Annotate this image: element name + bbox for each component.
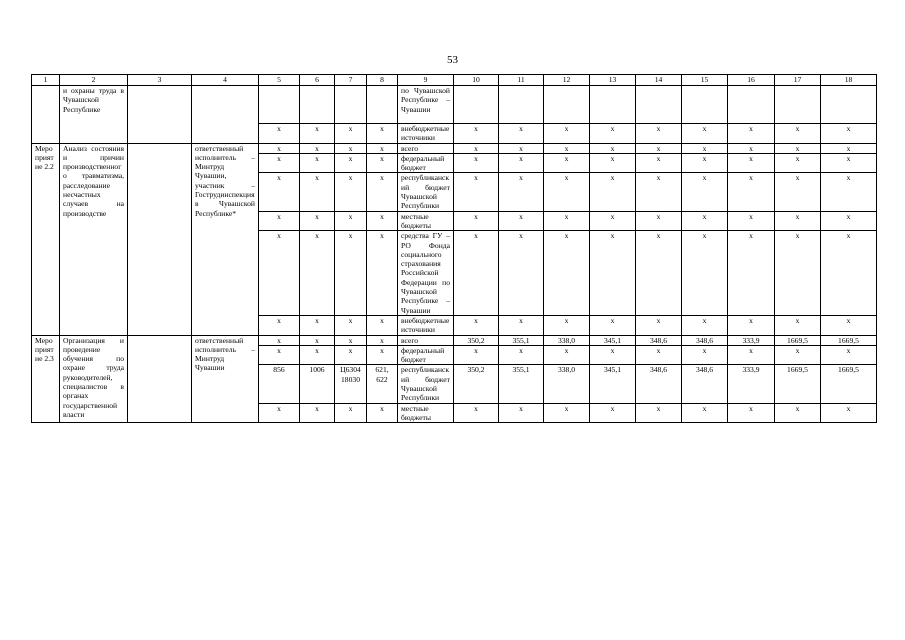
- x-cell: x: [821, 124, 877, 144]
- x-cell: x: [499, 345, 544, 365]
- column-header: 2: [60, 75, 128, 86]
- event-name: и охраны труда в Чувашской Республике: [60, 86, 128, 144]
- x-cell: x: [821, 231, 877, 316]
- column-header: 12: [544, 75, 590, 86]
- x-cell: x: [775, 345, 821, 365]
- x-cell: x: [821, 173, 877, 211]
- x-cell: x: [499, 143, 544, 153]
- x-cell: x: [300, 231, 335, 316]
- x-cell: x: [454, 231, 499, 316]
- column-header: 8: [367, 75, 398, 86]
- event-name: Анализ состояния и причин производственного травматизма, расследование несчастных случаев на производстве: [60, 143, 128, 335]
- x-cell: x: [335, 403, 367, 423]
- event-executor: ответственный исполнитель – Минтруд Чувашии, участник – Гострудинспекция в Чувашской Республике*: [192, 143, 259, 335]
- x-cell: x: [775, 403, 821, 423]
- table-row: [32, 86, 877, 124]
- amount-cell: 1669,5: [821, 335, 877, 345]
- column-header: 9: [398, 75, 454, 86]
- event-id: Мероприятие 2.3: [32, 335, 60, 423]
- x-cell: x: [636, 231, 682, 316]
- x-cell: x: [544, 403, 590, 423]
- x-cell: x: [821, 345, 877, 365]
- x-cell: x: [728, 231, 775, 316]
- x-cell: x: [367, 315, 398, 335]
- x-cell: x: [590, 211, 636, 231]
- x-cell: x: [728, 124, 775, 144]
- code-rzpr: 1006: [300, 365, 335, 403]
- funding-source: федеральный бюджет: [398, 153, 454, 173]
- x-cell: x: [259, 345, 300, 365]
- x-cell: x: [367, 153, 398, 173]
- x-cell: x: [775, 211, 821, 231]
- x-cell: x: [259, 143, 300, 153]
- x-cell: x: [590, 345, 636, 365]
- x-cell: x: [544, 211, 590, 231]
- x-cell: x: [367, 143, 398, 153]
- x-cell: x: [544, 153, 590, 173]
- header-row: [32, 75, 877, 86]
- x-cell: x: [636, 153, 682, 173]
- x-cell: x: [636, 315, 682, 335]
- x-cell: x: [821, 403, 877, 423]
- x-cell: x: [454, 403, 499, 423]
- amount-cell: 348,6: [682, 365, 728, 403]
- x-cell: x: [499, 173, 544, 211]
- x-cell: x: [367, 231, 398, 316]
- x-cell: x: [682, 173, 728, 211]
- x-cell: x: [454, 315, 499, 335]
- x-cell: x: [300, 211, 335, 231]
- amount-cell: 355,1: [499, 335, 544, 345]
- x-cell: x: [499, 315, 544, 335]
- x-cell: x: [728, 345, 775, 365]
- x-cell: x: [821, 143, 877, 153]
- x-cell: x: [636, 173, 682, 211]
- funding-source: местные бюджеты: [398, 211, 454, 231]
- x-cell: x: [636, 403, 682, 423]
- x-cell: x: [728, 173, 775, 211]
- x-cell: x: [682, 153, 728, 173]
- x-cell: x: [682, 143, 728, 153]
- x-cell: x: [300, 403, 335, 423]
- funding-source: федеральный бюджет: [398, 345, 454, 365]
- x-cell: x: [821, 315, 877, 335]
- x-cell: x: [728, 211, 775, 231]
- funding-source: средства ГУ – РО Фонда социального страхования Российской Федерации по Чувашской Республике – Чувашии: [398, 231, 454, 316]
- x-cell: x: [300, 335, 335, 345]
- x-cell: x: [259, 211, 300, 231]
- column-header: 10: [454, 75, 499, 86]
- amount-cell: 350,2: [454, 365, 499, 403]
- x-cell: x: [682, 315, 728, 335]
- x-cell: x: [544, 231, 590, 316]
- x-cell: x: [335, 231, 367, 316]
- funding-source: по Чувашской Республике – Чувашии: [398, 86, 454, 124]
- x-cell: x: [300, 173, 335, 211]
- x-cell: x: [300, 315, 335, 335]
- x-cell: x: [259, 403, 300, 423]
- column-header: 17: [775, 75, 821, 86]
- column-header: 18: [821, 75, 877, 86]
- event-executor: ответственный исполнитель – Минтруд Чувашии: [192, 335, 259, 423]
- x-cell: x: [335, 143, 367, 153]
- funding-source: всего: [398, 335, 454, 345]
- x-cell: x: [544, 173, 590, 211]
- funding-source: республиканский бюджет Чувашской Республики: [398, 365, 454, 403]
- x-cell: x: [590, 231, 636, 316]
- column-header: 13: [590, 75, 636, 86]
- amount-cell: 345,1: [590, 335, 636, 345]
- x-cell: x: [682, 345, 728, 365]
- page-number: 53: [447, 54, 458, 66]
- x-cell: x: [775, 315, 821, 335]
- x-cell: x: [499, 211, 544, 231]
- column-header: 7: [335, 75, 367, 86]
- amount-cell: 350,2: [454, 335, 499, 345]
- x-cell: x: [454, 211, 499, 231]
- x-cell: x: [335, 345, 367, 365]
- x-cell: x: [821, 211, 877, 231]
- x-cell: x: [544, 124, 590, 144]
- x-cell: x: [454, 173, 499, 211]
- x-cell: x: [590, 315, 636, 335]
- x-cell: x: [499, 231, 544, 316]
- x-cell: x: [300, 345, 335, 365]
- x-cell: x: [499, 124, 544, 144]
- x-cell: x: [454, 143, 499, 153]
- amount-cell: 338,0: [544, 335, 590, 345]
- x-cell: x: [775, 153, 821, 173]
- x-cell: x: [367, 211, 398, 231]
- x-cell: x: [728, 315, 775, 335]
- table-row: [32, 143, 877, 153]
- column-header: 4: [192, 75, 259, 86]
- budget-table: [31, 74, 877, 423]
- x-cell: x: [499, 153, 544, 173]
- x-cell: x: [300, 143, 335, 153]
- amount-cell: 348,6: [636, 365, 682, 403]
- x-cell: x: [454, 124, 499, 144]
- amount-cell: 333,9: [728, 365, 775, 403]
- column-header: 15: [682, 75, 728, 86]
- x-cell: x: [590, 143, 636, 153]
- x-cell: x: [300, 153, 335, 173]
- funding-source: местные бюджеты: [398, 403, 454, 423]
- x-cell: x: [590, 173, 636, 211]
- x-cell: x: [335, 153, 367, 173]
- x-cell: x: [454, 153, 499, 173]
- x-cell: x: [335, 335, 367, 345]
- x-cell: x: [335, 211, 367, 231]
- x-cell: x: [367, 345, 398, 365]
- code-csr: Ц6304 18030: [335, 365, 367, 403]
- x-cell: x: [335, 124, 367, 144]
- x-cell: x: [259, 335, 300, 345]
- event-id: Мероприятие 2.2: [32, 143, 60, 335]
- column-header: 3: [128, 75, 192, 86]
- event-name: Организация и проведение обучения по охране труда руководителей, специалистов в органах государственной власти: [60, 335, 128, 423]
- x-cell: x: [367, 173, 398, 211]
- funding-source: всего: [398, 143, 454, 153]
- funding-source: внебюджетные источники: [398, 315, 454, 335]
- x-cell: x: [367, 335, 398, 345]
- x-cell: x: [335, 315, 367, 335]
- x-cell: x: [682, 403, 728, 423]
- amount-cell: 1669,5: [821, 365, 877, 403]
- code-vr: 621, 622: [367, 365, 398, 403]
- x-cell: x: [590, 124, 636, 144]
- x-cell: x: [636, 143, 682, 153]
- x-cell: x: [259, 124, 300, 144]
- x-cell: x: [775, 124, 821, 144]
- x-cell: x: [454, 345, 499, 365]
- amount-cell: 355,1: [499, 365, 544, 403]
- column-header: 16: [728, 75, 775, 86]
- x-cell: x: [636, 211, 682, 231]
- x-cell: x: [544, 143, 590, 153]
- x-cell: x: [259, 173, 300, 211]
- x-cell: x: [544, 345, 590, 365]
- x-cell: x: [259, 315, 300, 335]
- x-cell: x: [682, 231, 728, 316]
- x-cell: x: [728, 153, 775, 173]
- x-cell: x: [636, 345, 682, 365]
- x-cell: x: [775, 231, 821, 316]
- x-cell: x: [259, 153, 300, 173]
- amount-cell: 1669,5: [775, 335, 821, 345]
- x-cell: x: [682, 124, 728, 144]
- x-cell: x: [821, 153, 877, 173]
- x-cell: x: [775, 173, 821, 211]
- x-cell: x: [544, 315, 590, 335]
- funding-source: внебюджетные источники: [398, 124, 454, 144]
- x-cell: x: [259, 231, 300, 316]
- column-header: 5: [259, 75, 300, 86]
- code-grbs: 856: [259, 365, 300, 403]
- amount-cell: 345,1: [590, 365, 636, 403]
- x-cell: x: [367, 403, 398, 423]
- column-header: 6: [300, 75, 335, 86]
- x-cell: x: [367, 124, 398, 144]
- x-cell: x: [775, 143, 821, 153]
- amount-cell: 333,9: [728, 335, 775, 345]
- column-header: 14: [636, 75, 682, 86]
- x-cell: x: [300, 124, 335, 144]
- x-cell: x: [590, 153, 636, 173]
- funding-source: республиканский бюджет Чувашской Республики: [398, 173, 454, 211]
- amount-cell: 1669,5: [775, 365, 821, 403]
- x-cell: x: [636, 124, 682, 144]
- x-cell: x: [335, 173, 367, 211]
- column-header: 1: [32, 75, 60, 86]
- column-header: 11: [499, 75, 544, 86]
- x-cell: x: [590, 403, 636, 423]
- table-row: [32, 335, 877, 345]
- amount-cell: 348,6: [682, 335, 728, 345]
- x-cell: x: [682, 211, 728, 231]
- amount-cell: 348,6: [636, 335, 682, 345]
- x-cell: x: [728, 403, 775, 423]
- amount-cell: 338,0: [544, 365, 590, 403]
- x-cell: x: [728, 143, 775, 153]
- x-cell: x: [499, 403, 544, 423]
